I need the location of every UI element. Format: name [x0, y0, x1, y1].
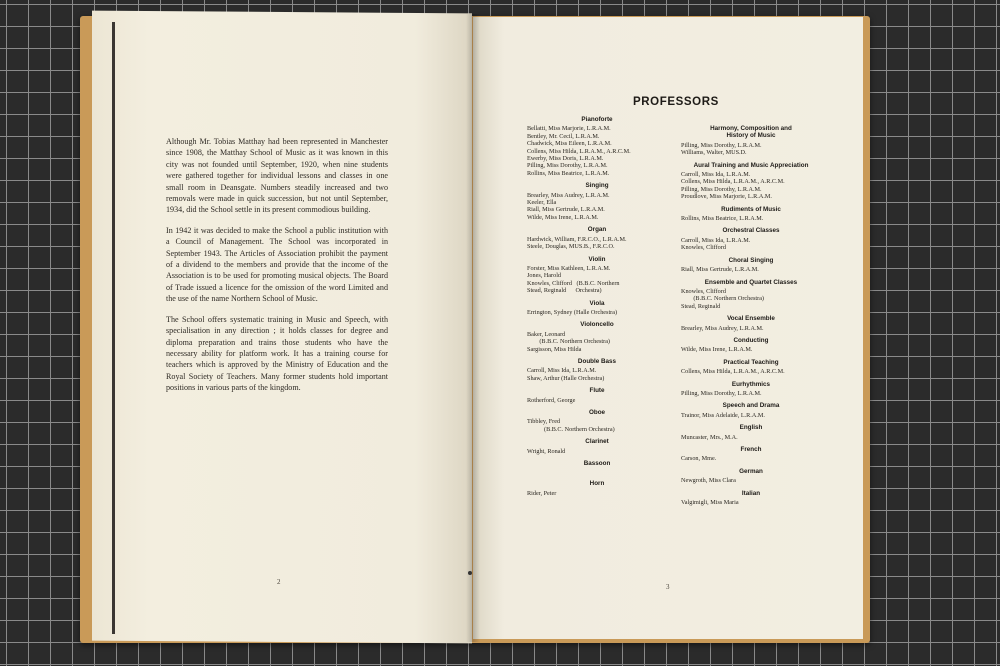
subject-section	[681, 468, 821, 485]
subject-section	[681, 402, 821, 419]
professor-name: Stead, Reginald	[681, 302, 721, 310]
page-number-right: 3	[666, 583, 670, 591]
professor-name: Rotherford, George	[527, 396, 576, 404]
professor-name: Brearley, Miss Audrey, L.R.A.M.	[527, 191, 610, 199]
professor-name: Rollins, Miss Beatrice, L.R.A.M.	[527, 169, 610, 177]
professor-name: Muncaster, Mrs., M.A.	[681, 433, 738, 441]
subject-heading: Horn	[589, 480, 605, 488]
subject-heading: Singing	[585, 182, 609, 190]
subject-section	[681, 446, 821, 463]
professor-name: Shaw, Arthur (Halle Orchestra)	[527, 374, 605, 382]
school-history-text	[166, 136, 388, 403]
professor-name: Wilde, Miss Irene, L.R.A.M.	[527, 213, 599, 221]
professor-name: Riall, Miss Gertrude, L.R.A.M.	[527, 206, 605, 214]
subject-heading: Speech and Drama	[722, 402, 780, 410]
subject-section	[681, 125, 821, 157]
subject-heading: Oboe	[588, 409, 606, 416]
subject-heading: Flute	[589, 387, 605, 395]
spine-shadow	[466, 14, 480, 642]
subject-heading: Vocal Ensemble	[727, 315, 775, 323]
professor-name: Hardwick, William, F.R.C.O., L.R.A.M.	[527, 235, 627, 243]
professor-name: Rider, Peter	[527, 489, 557, 497]
professor-name: Collens, Miss Hilda, L.R.A.M., A.R.C.M.	[681, 178, 785, 186]
subject-section	[681, 359, 821, 376]
subject-heading: Pianoforte	[581, 116, 613, 123]
subject-section	[527, 387, 667, 404]
professor-name: Newgroth, Miss Clara	[681, 477, 736, 485]
subject-heading: Aural Training and Music Appreciation	[693, 161, 809, 169]
subject-section	[527, 256, 667, 295]
subject-section	[527, 116, 667, 177]
subject-section	[681, 337, 821, 354]
subject-heading: Choral Singing	[728, 256, 774, 264]
history-paragraph-2: In 1942 it was decided to make the School a public institution with a Council of Management. The School was incorporated in September 1943. The Articles of Association prohibit the payment of a dividend to the members and provide that the income of the Association is to be used for promoting musical objects. The Board of Trade issued a licence for the omission of the word Limited and the use of the name Northern School of Music.	[166, 225, 388, 304]
professor-name: Knowles, Clifford (B.B.C. Northern	[527, 279, 620, 287]
subject-section	[681, 424, 821, 441]
professor-name: Williams, Walter, MUS.D.	[681, 149, 747, 157]
subject-heading: Harmony, Composition and History of Music	[710, 125, 792, 140]
page-edge-line	[112, 22, 115, 634]
professor-name: Knowles, Clifford	[681, 287, 726, 295]
professor-name: Wright, Ronald	[527, 447, 566, 455]
subject-heading: Bassoon	[583, 460, 611, 468]
professor-name: Carroll, Miss Ida, L.R.A.M.	[681, 171, 751, 179]
professor-name: (B.B.C. Northern Orchestra)	[681, 295, 764, 303]
subject-section	[527, 321, 667, 353]
professor-name: (B.B.C. Northern Orchestra)	[527, 338, 610, 346]
professor-name: Trainor, Miss Adelaide, L.R.A.M.	[681, 411, 765, 419]
professor-name: Brearley, Miss Audrey, L.R.A.M.	[681, 324, 764, 332]
subject-heading: Practical Teaching	[723, 358, 779, 366]
subject-heading: Orchestral Classes	[722, 227, 780, 235]
professor-name: Collens, Miss Hilda, L.R.A.M., A.R.C.M.	[681, 368, 785, 376]
binding-hole	[468, 571, 472, 575]
subject-heading: French	[740, 446, 762, 453]
subject-heading: Italian	[741, 489, 761, 497]
professor-name: Bentley, Mr. Cecil, L.R.A.M.	[527, 132, 600, 140]
professor-name: Carroll, Miss Ida, L.R.A.M.	[681, 236, 751, 244]
professor-name: Errington, Sydney (Halle Orchestra)	[527, 308, 618, 316]
professor-name: Riall, Miss Gertrude, L.R.A.M.	[681, 266, 759, 274]
subject-section	[527, 460, 667, 475]
professor-name: Proudlove, Miss Marjorie, L.R.A.M.	[681, 193, 772, 201]
subject-section	[681, 381, 821, 398]
subject-heading: Violin	[588, 255, 606, 263]
subject-section	[527, 480, 667, 497]
professor-name: Pilling, Miss Dorothy, L.R.A.M.	[527, 162, 608, 170]
professor-name: Pilling, Miss Dorothy, L.R.A.M.	[681, 389, 762, 397]
subject-section	[681, 206, 821, 223]
professor-name: Steele, Douglas, MUS.B., F.R.C.O.	[527, 243, 615, 251]
page-title: PROFESSORS	[633, 96, 719, 108]
professor-name: Valgimigli, Miss Maria	[681, 499, 739, 507]
subject-heading: Ensemble and Quartet Classes	[704, 278, 798, 286]
subject-heading: Double Bass	[577, 357, 617, 365]
professor-name: Tibbley, Fred	[527, 418, 561, 426]
professor-name: Rollins, Miss Beatrice, L.R.A.M.	[681, 215, 764, 223]
professor-name: Bellatti, Miss Marjorie, L.R.A.M.	[527, 125, 611, 133]
subject-section	[681, 279, 821, 311]
subject-section	[527, 182, 667, 221]
subject-section	[681, 227, 821, 251]
subject-section	[681, 162, 821, 201]
professor-name: Stead, Reginald Orchestra)	[527, 287, 602, 295]
subject-heading: Conducting	[733, 336, 769, 344]
professor-name: Carroll, Miss Ida, L.R.A.M.	[527, 367, 597, 375]
subject-section	[681, 315, 821, 332]
history-paragraph-3: The School offers systematic training in Music and Speech, with specialisation in any direction ; it holds classes for degree and diploma preparation and trains those students who have the necessary ability for platform work. It has a training course for teachers which is approved by the Ministry of Education and the Royal Society of Teachers. Many former students hold important positions in various parts of the kingdom.	[166, 314, 388, 393]
professor-name: Pilling, Miss Dorothy, L.R.A.M.	[681, 141, 762, 149]
professor-name: Jones, Harold	[527, 272, 562, 280]
subject-section	[681, 257, 821, 274]
subject-heading: Eurhythmics	[731, 380, 771, 388]
page-number-left: 2	[277, 578, 281, 586]
professor-name: Pilling, Miss Dorothy, L.R.A.M.	[681, 185, 762, 193]
professor-name: Wilde, Miss Irene, L.R.A.M.	[681, 346, 753, 354]
professor-name: Ewerby, Miss Doris, L.R.A.M.	[527, 155, 604, 163]
subject-section	[527, 409, 667, 433]
professor-name	[527, 469, 667, 475]
professor-name: Keeler, Ella	[527, 199, 557, 207]
subject-section	[527, 438, 667, 455]
subject-section	[681, 490, 821, 507]
professor-name: Collens, Miss Hilda, L.R.A.M., A.R.C.M.	[527, 147, 631, 155]
history-paragraph-1: Although Mr. Tobias Matthay had been represented in Manchester since 1908, the Matthay School of Music as it was known in this city was not founded until September, 1920, when nine students were gathered together for individual lessons and classes in one small room in Deansgate. Numbers steadily increased and two removals were made in quick succession, but not until September, 1934, did the School settle in its present commodious building.	[166, 137, 388, 215]
professor-name: Baker, Leonard	[527, 330, 566, 338]
subject-heading: German	[739, 467, 763, 475]
subject-heading: Viola	[589, 299, 605, 307]
professor-name: Sargisson, Miss Hilda	[527, 345, 582, 353]
subject-heading: Violoncello	[580, 321, 614, 329]
subject-heading: Clarinet	[585, 438, 609, 446]
subject-section	[527, 358, 667, 382]
professor-name: Chadwick, Miss Eileen, L.R.A.M.	[527, 140, 612, 148]
professors-column-left	[527, 116, 667, 502]
subject-section	[527, 226, 667, 250]
subject-section	[527, 300, 667, 317]
subject-heading: Rudiments of Music	[721, 205, 781, 213]
professor-name: Forster, Miss Kathleen, L.R.A.M.	[527, 264, 611, 272]
subject-heading: English	[739, 424, 763, 432]
professors-column-right	[681, 125, 821, 511]
professor-name: Carson, Mme.	[681, 455, 717, 463]
subject-heading: Organ	[587, 226, 607, 234]
professor-name: (B.B.C. Northern Orchestra)	[527, 425, 615, 433]
professor-name: Knowles, Clifford	[681, 244, 726, 252]
